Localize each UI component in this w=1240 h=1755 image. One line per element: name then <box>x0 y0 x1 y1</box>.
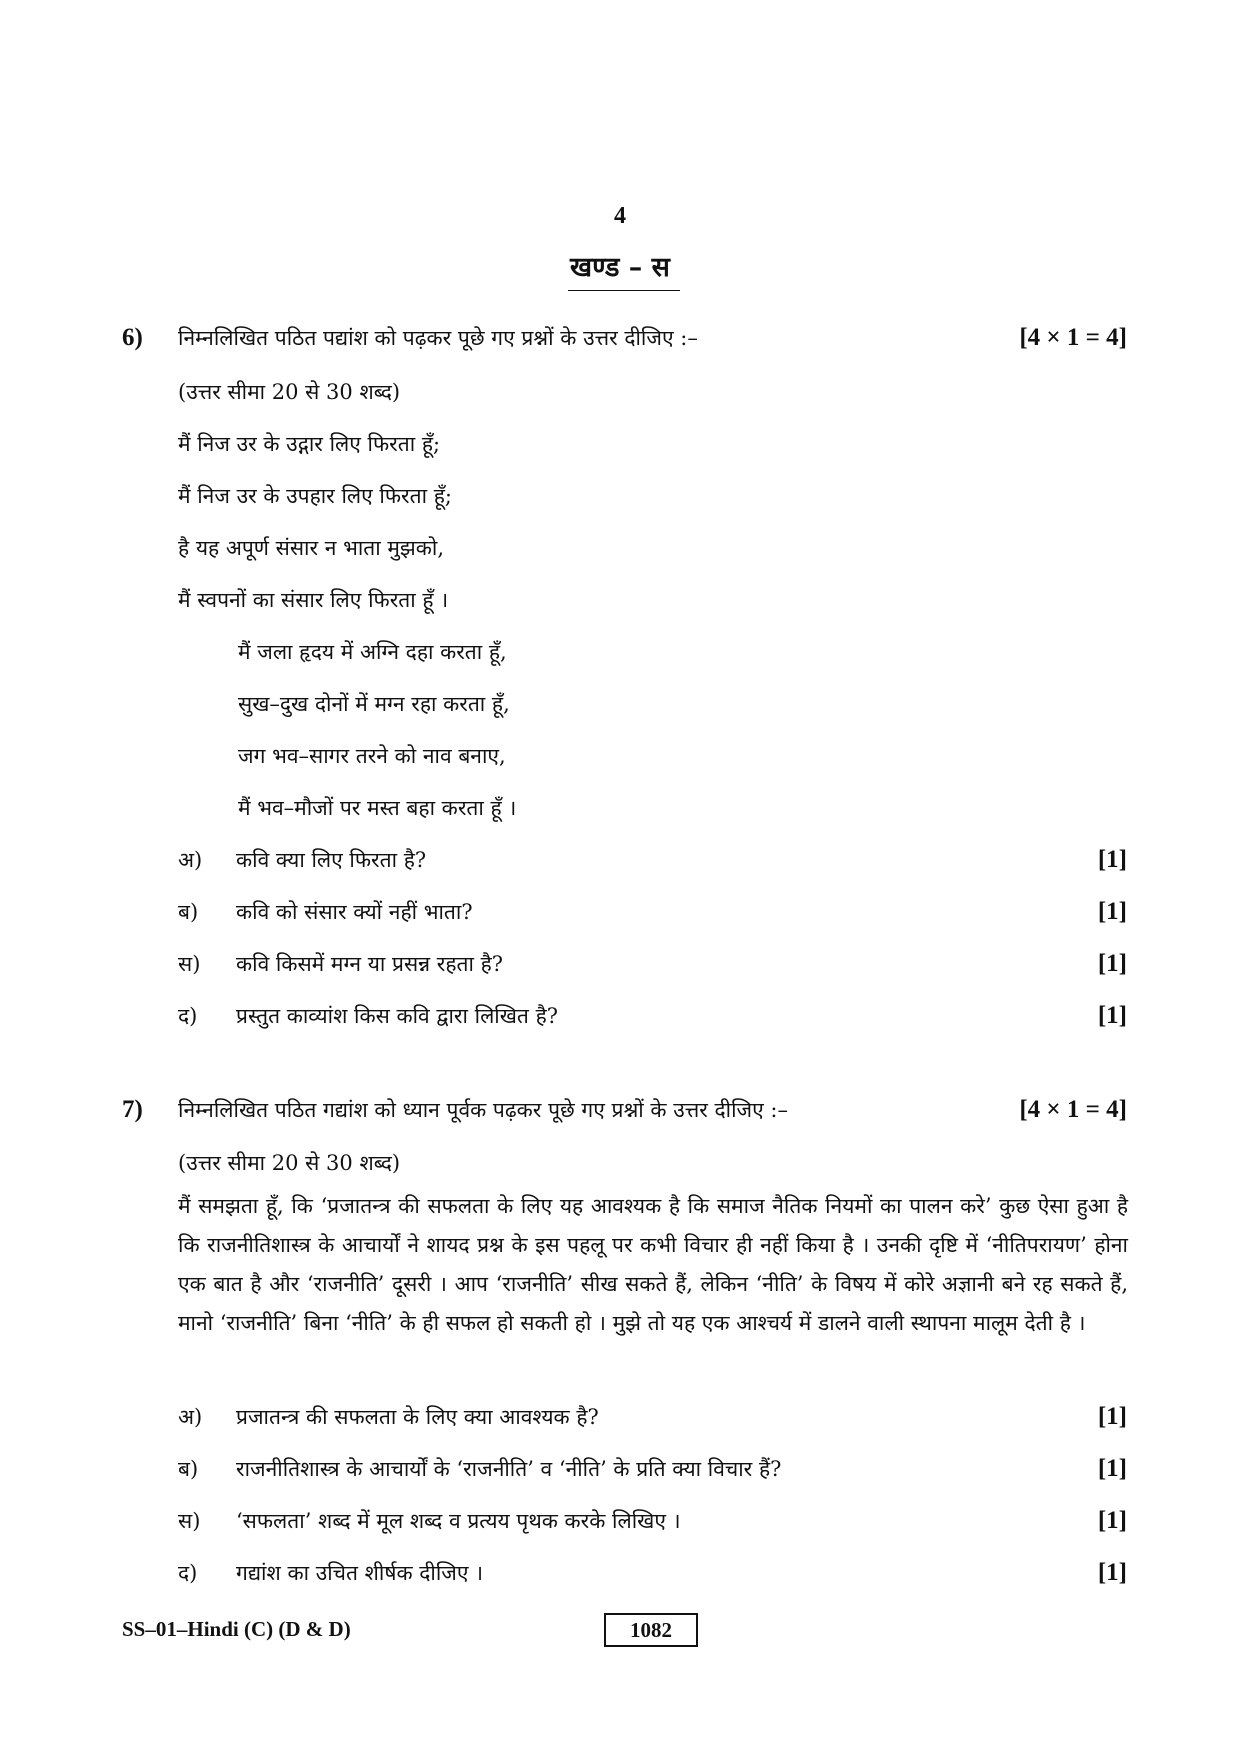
poem-line-indented <box>0 788 1240 828</box>
subquestion-marks: [1] <box>1097 846 1127 873</box>
subquestion-row <box>0 1501 1240 1541</box>
subquestion-row <box>0 840 1240 880</box>
poem-line-text: मैं जला हृदय में अग्नि दहा करता हूँ, <box>238 640 507 664</box>
paper-number-box: 1082 <box>604 1613 698 1647</box>
question-7-word-limit <box>0 1143 1240 1183</box>
subquestion-label: द) <box>178 1004 198 1028</box>
subquestion-row <box>0 1553 1240 1593</box>
subquestion-label: स) <box>178 952 201 976</box>
poem-line <box>0 476 1240 516</box>
word-limit: (उत्तर सीमा 20 से 30 शब्द) <box>178 380 401 404</box>
subquestion-marks: [1] <box>1097 1002 1127 1029</box>
subquestion-row <box>0 892 1240 932</box>
question-6-word-limit <box>0 372 1240 412</box>
subquestion-marks: [1] <box>1097 1559 1127 1586</box>
subquestion-marks: [1] <box>1097 1507 1127 1534</box>
subquestion-text: गद्यांश का उचित शीर्षक दीजिए । <box>236 1561 484 1585</box>
word-limit: (उत्तर सीमा 20 से 30 शब्द) <box>178 1151 401 1175</box>
subquestion-text: राजनीतिशास्त्र के आचार्यों के ‘राजनीति’ व ‘नीति’ के प्रति क्या विचार हैं? <box>236 1457 782 1481</box>
question-marks: [4 × 1 = 4] <box>1019 324 1127 351</box>
poem-line <box>0 424 1240 464</box>
poem-line-text: मैं निज उर के उपहार लिए फिरता हूँ; <box>178 484 452 508</box>
subquestion-label: स) <box>178 1509 201 1533</box>
subquestion-label: ब) <box>178 900 199 924</box>
section-title: खण्ड – स <box>570 252 670 283</box>
subquestion-row <box>0 996 1240 1036</box>
poem-line-text: मैं स्वपनों का संसार लिए फिरता हूँ । <box>178 588 449 612</box>
question-6-header <box>0 318 1240 358</box>
poem-line-indented <box>0 632 1240 672</box>
prose-passage: मैं समझता हूँ, कि ‘प्रजातन्त्र की सफलता के लिए यह आवश्यक है कि समाज नैतिक नियमों का पालन करे’ कुछ ऐसा हुआ है कि राजनीतिशास्त्र के आचार्यों ने शायद प्रश्न के इस पहलू पर कभी विचार ही नहीं किया है । उनकी दृष्टि में ‘नीतिपरायण’ होना एक बात है और ‘राजनीति’ दूसरी । आप ‘राजनीति’ सीख सकते हैं, लेकिन ‘नीति’ के विषय में कोरे अज्ञानी बने रह सकते हैं, मानो ‘राजनीति’ बिना ‘नीति’ के ही सफल हो सकती हो । मुझे तो यह एक आश्चर्य में डालने वाली स्थापना मालूम देती है । <box>178 1194 1128 1335</box>
subquestion-marks: [1] <box>1097 1455 1127 1482</box>
subquestion-marks: [1] <box>1097 898 1127 925</box>
subquestion-label: ब) <box>178 1457 199 1481</box>
subquestion-text: प्रस्तुत काव्यांश किस कवि द्वारा लिखित है? <box>236 1004 558 1028</box>
subquestion-label: अ) <box>178 848 203 872</box>
poem-line-text: है यह अपूर्ण संसार न भाता मुझको, <box>178 536 445 560</box>
poem-line <box>0 528 1240 568</box>
poem-line <box>0 580 1240 620</box>
poem-line-indented <box>0 684 1240 724</box>
subquestion-marks: [1] <box>1097 950 1127 977</box>
poem-line-text: सुख–दुख दोनों में मग्न रहा करता हूँ, <box>238 692 510 716</box>
question-prompt: निम्नलिखित पठित पद्यांश को पढ़कर पूछे गए प्रश्नों के उत्तर दीजिए :– <box>178 326 698 350</box>
subquestion-text: कवि को संसार क्यों नहीं भाता? <box>236 900 473 924</box>
page-number: 4 <box>614 203 626 229</box>
poem-line-text: मैं निज उर के उद्गार लिए फिरता हूँ; <box>178 432 441 456</box>
subquestion-row <box>0 1397 1240 1437</box>
question-marks: [4 × 1 = 4] <box>1019 1096 1127 1123</box>
poem-line-text: मैं भव–मौजों पर मस्त बहा करता हूँ । <box>238 796 517 820</box>
subquestion-text: प्रजातन्त्र की सफलता के लिए क्या आवश्यक है? <box>236 1405 599 1429</box>
question-number: 7) <box>122 1096 143 1123</box>
subquestion-row <box>0 1449 1240 1489</box>
question-7-header <box>0 1090 1240 1130</box>
subquestion-row <box>0 944 1240 984</box>
question-number: 6) <box>122 324 143 351</box>
subquestion-label: अ) <box>178 1405 203 1429</box>
subquestion-marks: [1] <box>1097 1403 1127 1430</box>
section-title-underline <box>568 290 680 291</box>
subquestion-text: कवि क्या लिए फिरता है? <box>236 848 427 872</box>
subquestion-label: द) <box>178 1561 198 1585</box>
poem-line-indented <box>0 736 1240 776</box>
poem-line-text: जग भव–सागर तरने को नाव बनाए, <box>238 744 506 768</box>
paper-code: SS–01–Hindi (C) (D & D) <box>122 1617 351 1641</box>
subquestion-text: ‘सफलता’ शब्द में मूल शब्द व प्रत्यय पृथक करके लिखिए । <box>236 1509 681 1533</box>
subquestion-text: कवि किसमें मग्न या प्रसन्न रहता है? <box>236 952 504 976</box>
question-prompt: निम्नलिखित पठित गद्यांश को ध्यान पूर्वक पढ़कर पूछे गए प्रश्नों के उत्तर दीजिए :– <box>178 1098 788 1122</box>
